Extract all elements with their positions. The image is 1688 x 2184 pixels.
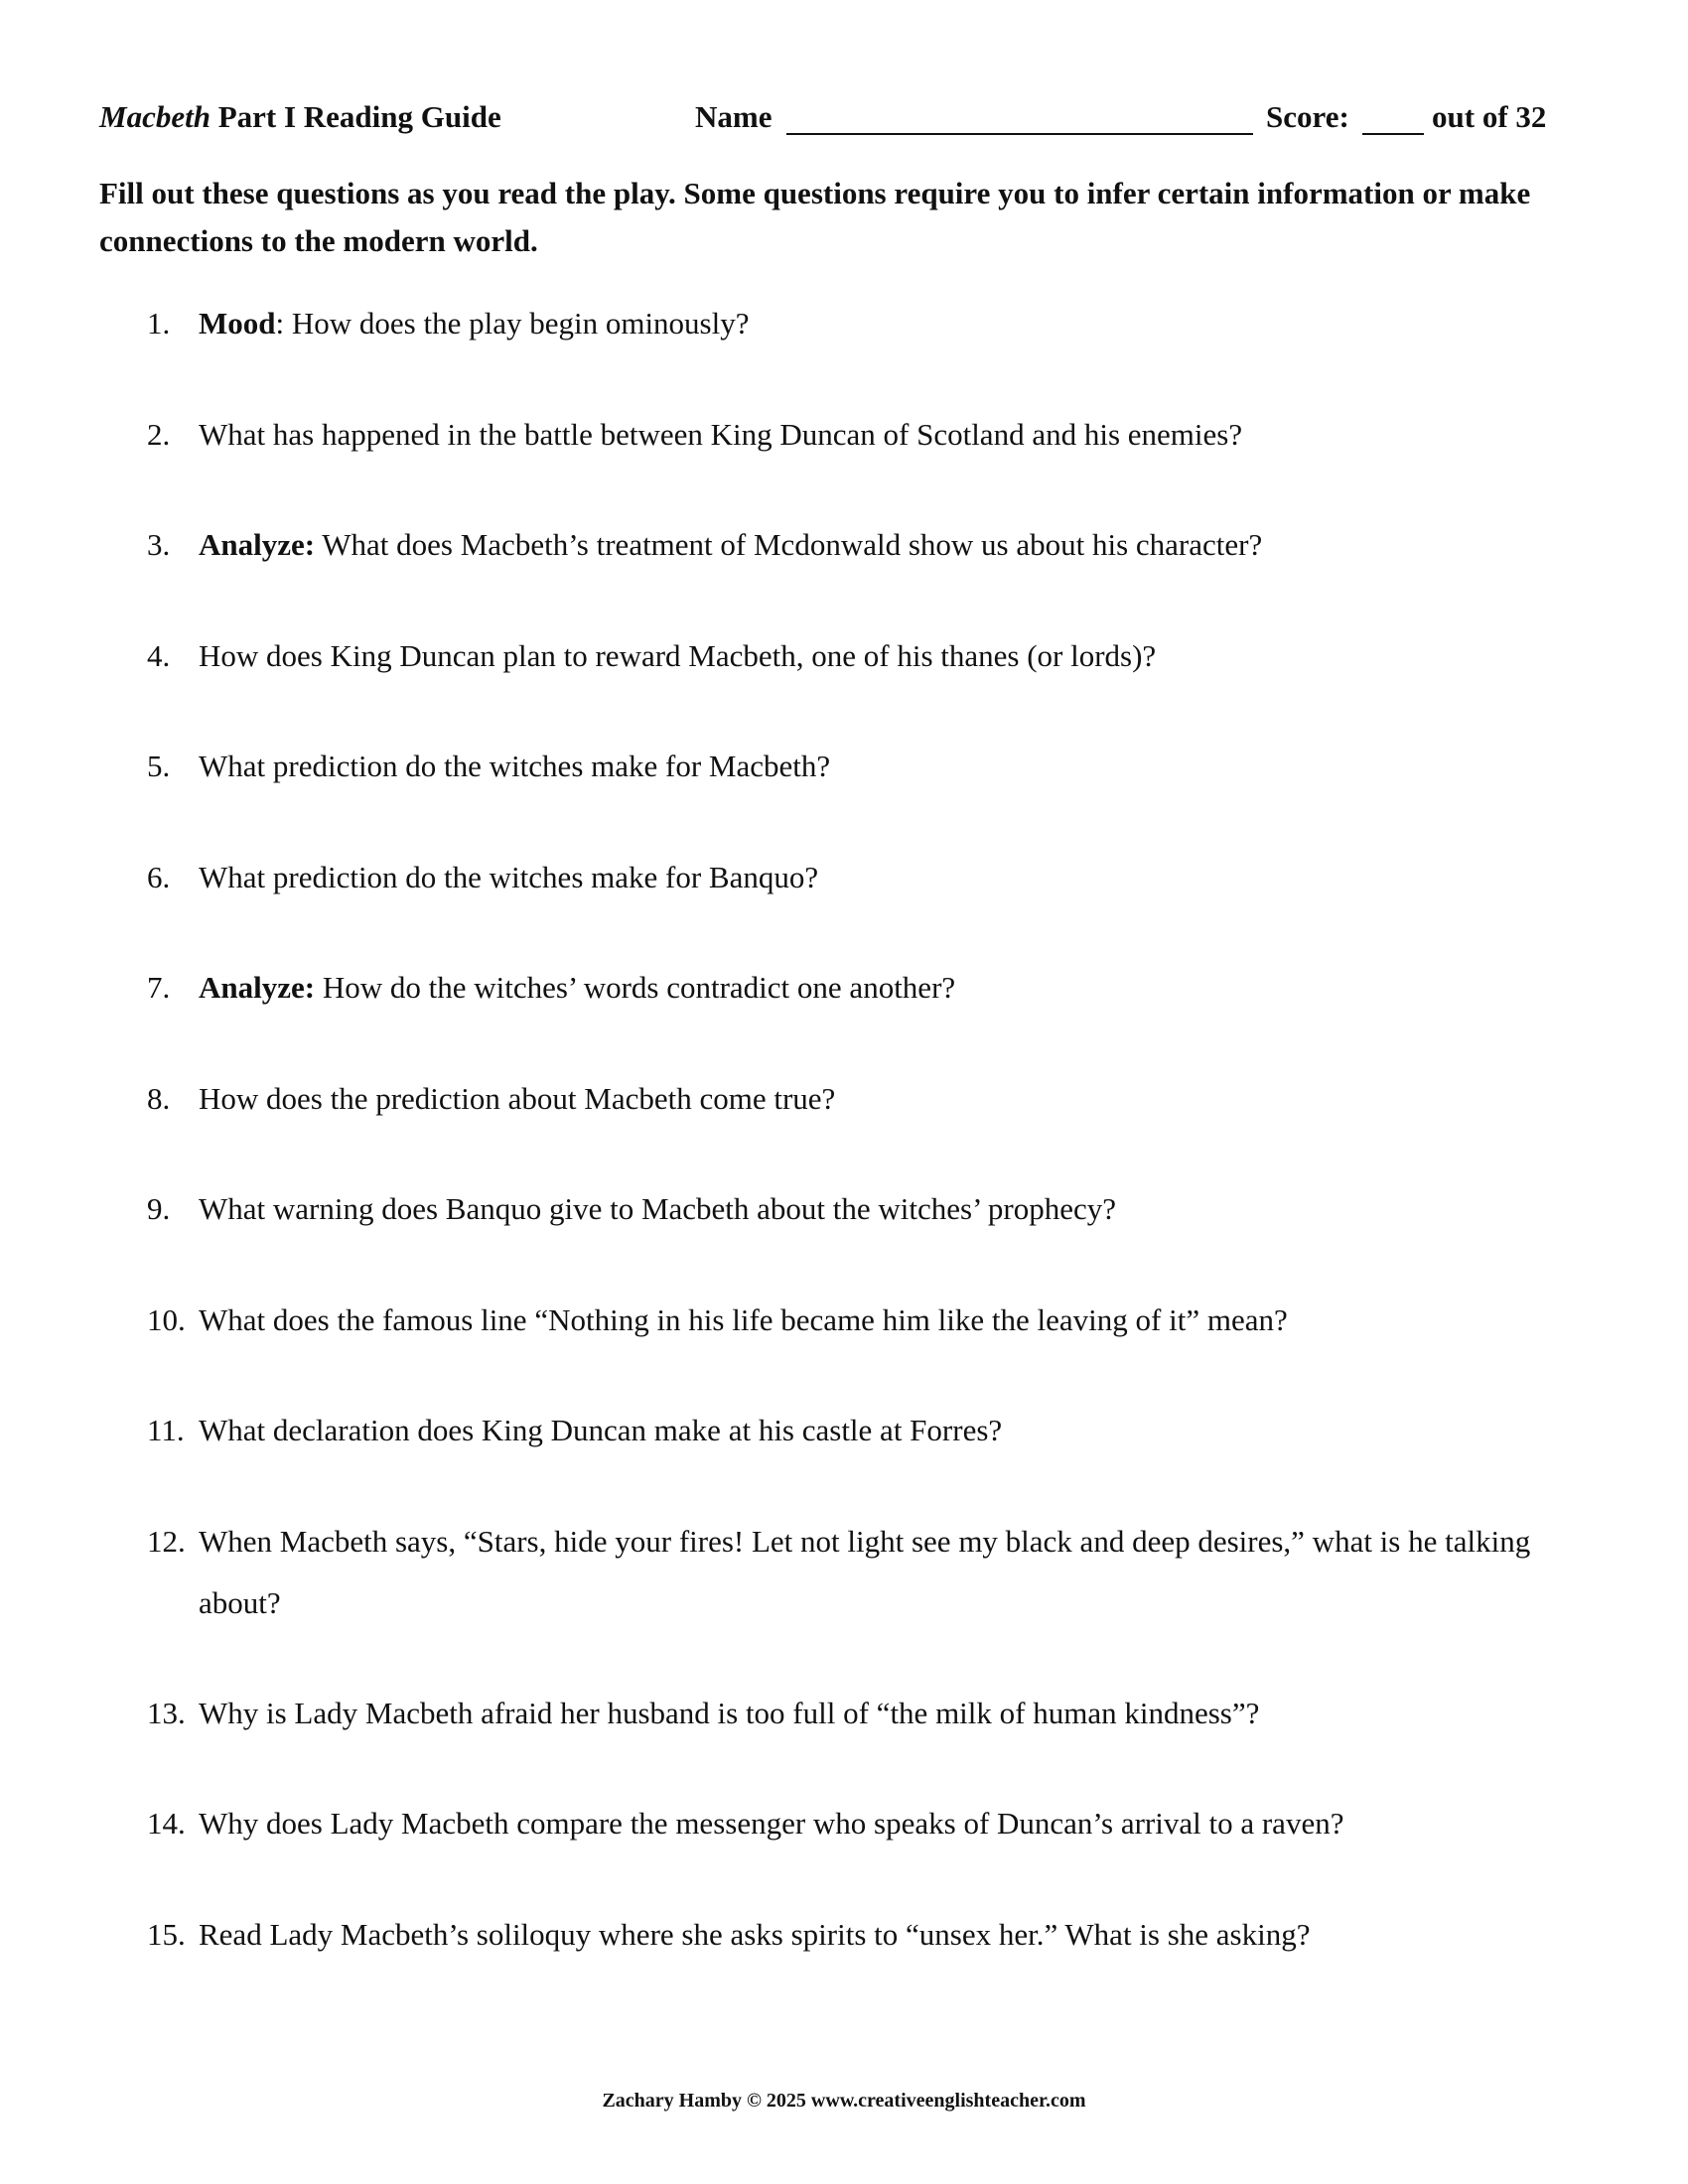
question-body: What prediction do the witches make for Macbeth? xyxy=(199,749,831,783)
page-title xyxy=(99,99,501,135)
question-number: 4. xyxy=(147,638,171,673)
question-number: 15. xyxy=(147,1917,186,1952)
question-text xyxy=(199,847,1589,908)
name-field[interactable] xyxy=(786,133,1253,135)
question-number: 3. xyxy=(147,527,171,562)
question-body: What does the famous line “Nothing in his life became him like the leaving of it” mean? xyxy=(199,1302,1288,1337)
question-number: 8. xyxy=(147,1081,171,1116)
question-body: What prediction do the witches make for Banquo? xyxy=(199,860,819,894)
title-rest: Part I Reading Guide xyxy=(210,99,501,134)
question-body: Why does Lady Macbeth compare the messenger who speaks of Duncan’s arrival to a raven? xyxy=(199,1806,1344,1841)
score-total: out of 32 xyxy=(1432,99,1547,134)
question-number: 2. xyxy=(147,417,171,452)
question-lead: Analyze: xyxy=(199,527,316,562)
page-header xyxy=(99,99,1589,143)
question-number: 6. xyxy=(147,860,171,894)
question-text xyxy=(199,293,1589,354)
question-text xyxy=(199,625,1589,687)
question-number: 9. xyxy=(147,1191,171,1226)
question-body: What does Macbeth’s treatment of Mcdonwald show us about his character? xyxy=(315,527,1263,562)
question-text xyxy=(199,1793,1589,1854)
question-text xyxy=(199,1290,1589,1351)
question-body: How does King Duncan plan to reward Macbeth, one of his thanes (or lords)? xyxy=(199,638,1157,673)
question-body: What declaration does King Duncan make at his castle at Forres? xyxy=(199,1413,1003,1447)
page-footer: Zachary Hamby © 2025 www.creativeenglishteacher.com xyxy=(602,2090,1086,2112)
question-number: 5. xyxy=(147,749,171,783)
question-text xyxy=(199,1683,1589,1744)
question-body: How does the prediction about Macbeth come true? xyxy=(199,1081,836,1116)
question-body: Read Lady Macbeth’s soliloquy where she asks spirits to “unsex her.” What is she asking? xyxy=(199,1917,1311,1952)
question-number: 14. xyxy=(147,1806,186,1841)
instructions: Fill out these questions as you read the play. Some questions require you to infer certain information or make connections to the modern world. xyxy=(99,176,1531,258)
score-label: Score: xyxy=(1266,99,1349,134)
question-body: What warning does Banquo give to Macbeth about the witches’ prophecy? xyxy=(199,1191,1116,1226)
question-number: 1. xyxy=(147,306,171,341)
question-text xyxy=(199,1178,1589,1240)
question-body: Why is Lady Macbeth afraid her husband is too full of “the milk of human kindness”? xyxy=(199,1696,1260,1730)
question-text xyxy=(199,1068,1589,1130)
question-lead: Mood xyxy=(199,306,276,341)
question-text xyxy=(199,514,1589,576)
question-number: 11. xyxy=(147,1413,185,1447)
name-label: Name xyxy=(695,99,773,134)
question-text xyxy=(199,1511,1589,1634)
question-text xyxy=(199,736,1589,797)
question-number: 10. xyxy=(147,1302,186,1337)
question-body: When Macbeth says, “Stars, hide your fires! Let not light see my black and deep desires,” what is he talking about? xyxy=(199,1524,1531,1620)
question-body: : How does the play begin ominously? xyxy=(275,306,750,341)
question-body: What has happened in the battle between King Duncan of Scotland and his enemies? xyxy=(199,417,1243,452)
question-number: 13. xyxy=(147,1696,186,1730)
question-number: 7. xyxy=(147,970,171,1005)
score-field[interactable] xyxy=(1362,133,1424,135)
question-number: 12. xyxy=(147,1524,186,1559)
question-lead: Analyze: xyxy=(199,970,316,1005)
title-italic: Macbeth xyxy=(99,99,211,134)
question-text xyxy=(199,957,1589,1019)
question-text xyxy=(199,1400,1589,1461)
question-body: How do the witches’ words contradict one another? xyxy=(315,970,956,1005)
question-text xyxy=(199,404,1589,466)
question-text xyxy=(199,1904,1589,1966)
